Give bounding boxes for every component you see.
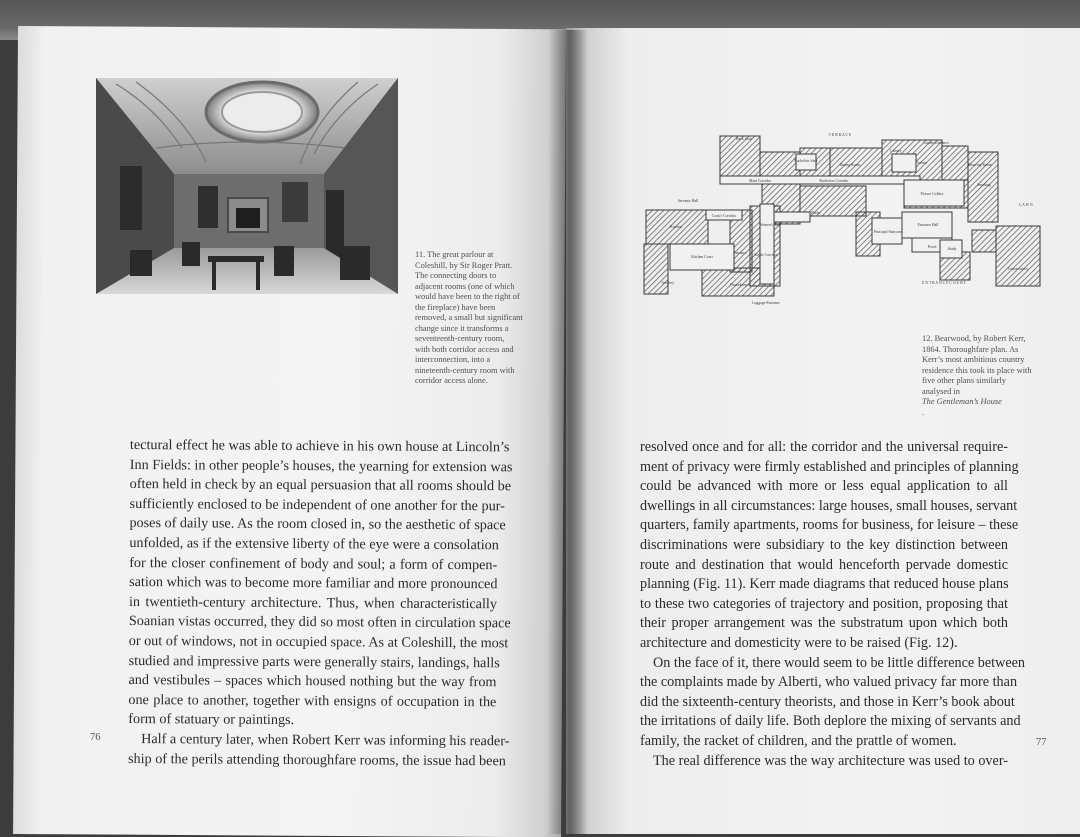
book-title: The Gentleman’s House <box>922 397 1002 406</box>
plan-label-bachelors-stair: Bachelors Stair <box>794 159 818 163</box>
text-line: On the face of it, there would seem to be little difference between <box>653 654 1026 671</box>
text-line: ment of privacy were firmly established and principles of planning <box>640 458 1019 475</box>
caption-line: residence this took its place with <box>922 365 1032 375</box>
plan-label-saloon: Saloon <box>916 161 928 165</box>
caption-line: Coleshill, by Sir Roger Pratt. <box>415 260 513 270</box>
bearwood-floor-plan <box>640 126 1044 308</box>
caption-line-last <box>922 387 1047 419</box>
caption-line: adjacent rooms (one of which <box>415 281 515 291</box>
text-line: Soanian vistas occurred, they did so most often in circulation space <box>128 613 511 632</box>
text-line: resolved once and for all: the corridor and the universal require- <box>640 439 1008 455</box>
plan-label-picture-gallery: Picture Gallery <box>920 192 944 196</box>
right-page-body <box>640 438 1026 771</box>
text-line: and vestibules – spaces which housed nothing but the way from <box>128 672 497 691</box>
caption-line: would have been to the right of <box>415 292 520 301</box>
plan-label-garden-entrance: Garden Entrance <box>923 141 949 145</box>
text-line: to these two categories of trajectory and position, proposing that <box>640 595 1008 612</box>
text-line: dwellings in all circumstances: large houses, small houses, servant <box>640 497 1018 514</box>
text-line: form of statuary or paintings. <box>128 711 295 729</box>
plan-label-library: Library <box>890 149 902 153</box>
caption-line: 11. The great parlour at <box>415 250 494 259</box>
text-line: or out of windows, not in occupied space. As at Coleshill, the most <box>128 632 509 652</box>
text-line: tectural effect he was able to achieve in his own house at Lincoln’s <box>129 436 510 456</box>
plan-label-bachelors-corridor: Bachelors Corridor <box>819 179 849 183</box>
text-line: in twentieth-century architecture. Thus, when characteristically <box>128 593 498 612</box>
caption-line: 12. Bearwood, by Robert Kerr, <box>922 334 1026 343</box>
caption-line: removed, a small but significant <box>415 313 523 322</box>
text-line: sufficiently enclosed to be independent of one another for the pur- <box>129 495 505 515</box>
text-line: studied and impressive parts were generally stairs, landings, halls <box>128 652 500 671</box>
plan-label-entrance-court: E N T R A N C E C O U R T <box>922 281 966 285</box>
figure-12-caption <box>922 334 1047 418</box>
text-line: one place to another, together with ensigns of occupation in the <box>128 691 497 710</box>
caption-line: corridor access alone. <box>415 376 488 385</box>
text-line: their proper arrangement was the substratum upon which both <box>640 615 1008 632</box>
page-number-right: 77 <box>1036 737 1047 748</box>
caption-line: The connecting doors to <box>415 271 497 280</box>
plan-label-butler: Butler <box>811 211 821 215</box>
caption-line: interconnection, into a <box>415 355 491 364</box>
coleshill-parlour-photo <box>96 78 398 294</box>
text-line: often held in check by an equal persuasion that all rooms should be <box>129 476 512 495</box>
text-line: poses of daily use. As the room closed in, so the aesthetic of space <box>129 515 506 534</box>
text-line: the irritations of daily life. Both deplore the mixing of servants and <box>640 713 1021 730</box>
caption-text: analysed in <box>922 386 960 396</box>
text-line: architecture and domesticity were to be raised (Fig. 12). <box>640 634 958 651</box>
text-line: for the closer confinement of body and soul; a form of compen- <box>129 554 498 573</box>
plan-label-stable-corridor: Stable Corridor <box>754 253 778 257</box>
book-gutter <box>548 30 588 834</box>
text-line: the complaints made by Alberti, who valued privacy far more than <box>640 674 1018 691</box>
plan-label-porch: Porch <box>927 245 937 249</box>
plan-label-entrance-hall: Entrance Hall <box>917 223 939 227</box>
plan-label-smoking: Smoking <box>977 183 991 187</box>
plan-label-servants-hall: Servants Hall <box>677 199 699 203</box>
caption-line: change since it transforms a <box>415 323 509 333</box>
text-line: quarters, family apartments, rooms for business, for leisure – these <box>640 517 1019 534</box>
plan-label-kitchen: Kitchen <box>669 225 683 229</box>
plan-label-luggage-entrance: Luggage Entrance <box>752 301 780 305</box>
text-line: discriminations were subsidiary to the key distinction between <box>640 536 1008 553</box>
plan-label-drawing-room: Drawing Room <box>968 163 992 167</box>
caption-line: seventeenth-century room, <box>415 334 505 343</box>
plan-label-principal-staircase: Principal Staircase <box>873 230 903 234</box>
plan-label-main-corridor: Main Corridor <box>748 179 772 183</box>
caption-line: nineteenth-century room with <box>415 365 515 375</box>
caption-line: 1864. Thoroughfare plan. As <box>922 344 1019 354</box>
caption-line: with both corridor access and <box>415 344 514 354</box>
text-line: did the sixteenth-century theorists, and those in Kerr’s book about <box>640 693 1015 710</box>
caption-line: Kerr’s most ambitious country <box>922 355 1025 364</box>
text-line: sation which was to become more familiar and more pronounced <box>129 574 498 593</box>
plan-label-terrace: T E R R A C E <box>828 133 852 137</box>
text-line: Half a century later, when Robert Kerr was informing his reader- <box>141 730 510 750</box>
text-line: planning (Fig. 11). Kerr made diagrams that reduced house plans <box>640 576 1009 593</box>
text-line: could be advanced with more or less equal application to all <box>640 478 1008 495</box>
text-line: route and destination that would henceforth pervade domestic <box>640 556 1008 573</box>
caption-line: five other plans similarly <box>922 376 1006 385</box>
plan-label-study: Study <box>947 247 957 251</box>
text-line: The real difference was the way architecture was used to over- <box>653 752 1008 769</box>
figure-11-caption <box>415 250 541 387</box>
text-line: ship of the perils attending thoroughfare rooms, the issue had been <box>127 750 506 769</box>
left-page-body <box>127 436 513 771</box>
plan-label-conservatory: Conservatory <box>1007 267 1029 271</box>
plan-label-lawn: L A W N <box>1019 203 1033 207</box>
caption-line: the fireplace) have been <box>415 302 496 312</box>
plan-label-housekeeper: Housekeeper <box>730 283 750 287</box>
plan-label-womens-stair: Women's Stair <box>759 223 781 227</box>
plan-label-back-stair: Back Stair <box>736 137 752 141</box>
plan-label-entrance: Entrance <box>733 251 747 255</box>
page-number-left: 76 <box>90 732 101 743</box>
text-line: unfolded, as if the extensive liberty of the eye were a consolation <box>129 534 499 554</box>
plan-label-cooks-corridor: Cook's Corridor <box>711 214 737 218</box>
plan-label-scullery: Scullery <box>661 281 675 285</box>
text-line: Inn Fields: in other people’s houses, the yearning for extension was <box>129 456 513 475</box>
text-line: family, the racket of children, and the prattle of women. <box>640 732 957 749</box>
plan-label-kitchen-court: Kitchen Court <box>691 255 713 259</box>
caption-text: . <box>922 407 925 417</box>
plan-label-dining-room: Dining Room <box>839 163 861 167</box>
